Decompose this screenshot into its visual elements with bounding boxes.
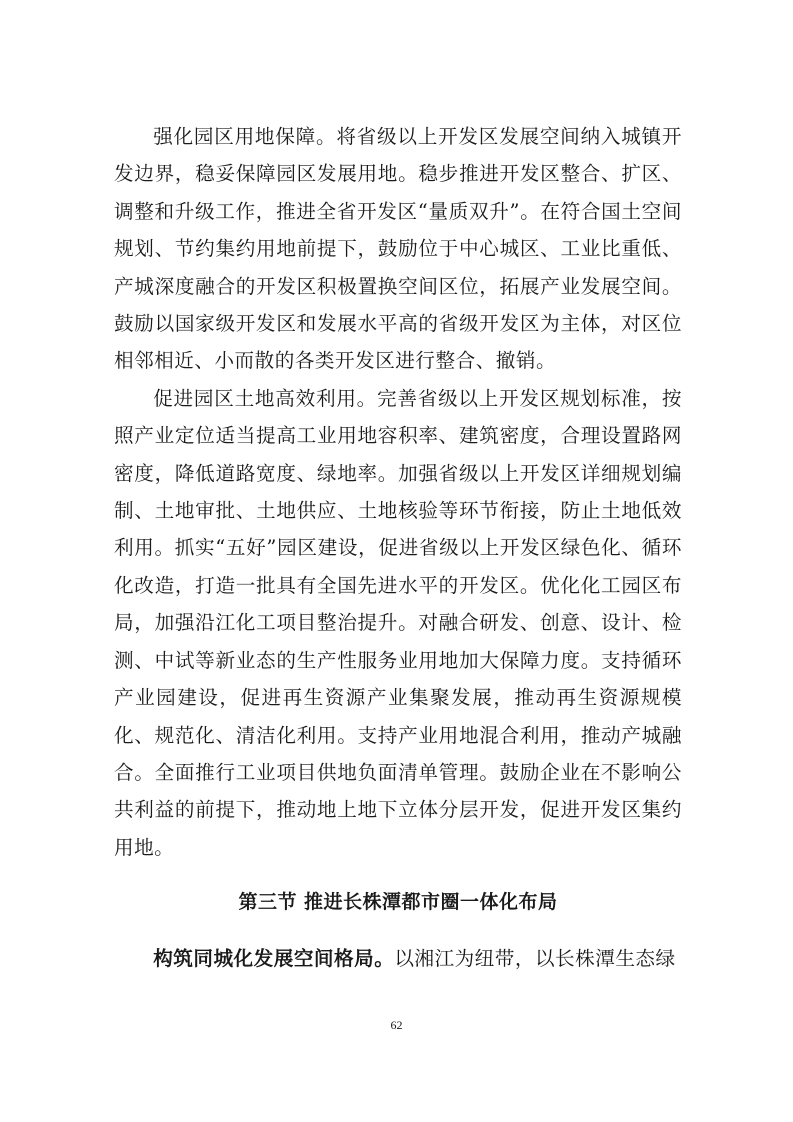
paragraph-lead-text: 以湘江为纽带，以长株潭生态绿 <box>394 947 676 970</box>
body-text <box>114 118 682 866</box>
paragraph-metro-spatial-pattern <box>114 940 682 977</box>
paragraph-lead-title: 构筑同城化发展空间格局。 <box>153 947 395 970</box>
section-heading: 第三节 推进长株潭都市圈一体化布局 <box>238 891 558 913</box>
paragraph-park-land-guarantee: 强化园区用地保障。将省级以上开发区发展空间纳入城镇开发边界，稳妥保障园区发展用地。稳步推进开发区整合、扩区、调整和升级工作，推进全省开发区“量质双升”。在符合国土空间规划、节约集约用地前提下，鼓励位于中心城区、工业比重低、产城深度融合的开发区积极置换空间区位，拓展产业发展空间。鼓励以国家级开发区和发展水平高的省级开发区为主体，对区位相邻相近、小而散的各类开发区进行整合、撤销。 <box>114 125 682 373</box>
page-number: 62 <box>390 1018 403 1032</box>
paragraph-park-land-efficiency: 促进园区土地高效利用。完善省级以上开发区规划标准，按照产业定位适当提高工业用地容积率、建筑密度，合理设置路网密度，降低道路宽度、绿地率。加强省级以上开发区详细规划编制、土地审批、土地供应、土地核验等环节衔接，防止土地低效利用。抓实“五好”园区建设，促进省级以上开发区绿色化、循环化改造，打造一批具有全国先进水平的开发区。优化化工园区布局，加强沿江化工项目整治提升。对融合研发、创意、设计、检测、中试等新业态的生产性服务业用地加大保障力度。支持循环产业园建设，促进再生资源产业集聚发展，推动再生资源规模化、规范化、清洁化利用。支持产业用地混合利用，推动产城融合。全面推行工业项目供地负面清单管理。鼓励企业在不影响公共利益的前提下，推动地上地下立体分层开发，促进开发区集约用地。 <box>114 386 682 859</box>
